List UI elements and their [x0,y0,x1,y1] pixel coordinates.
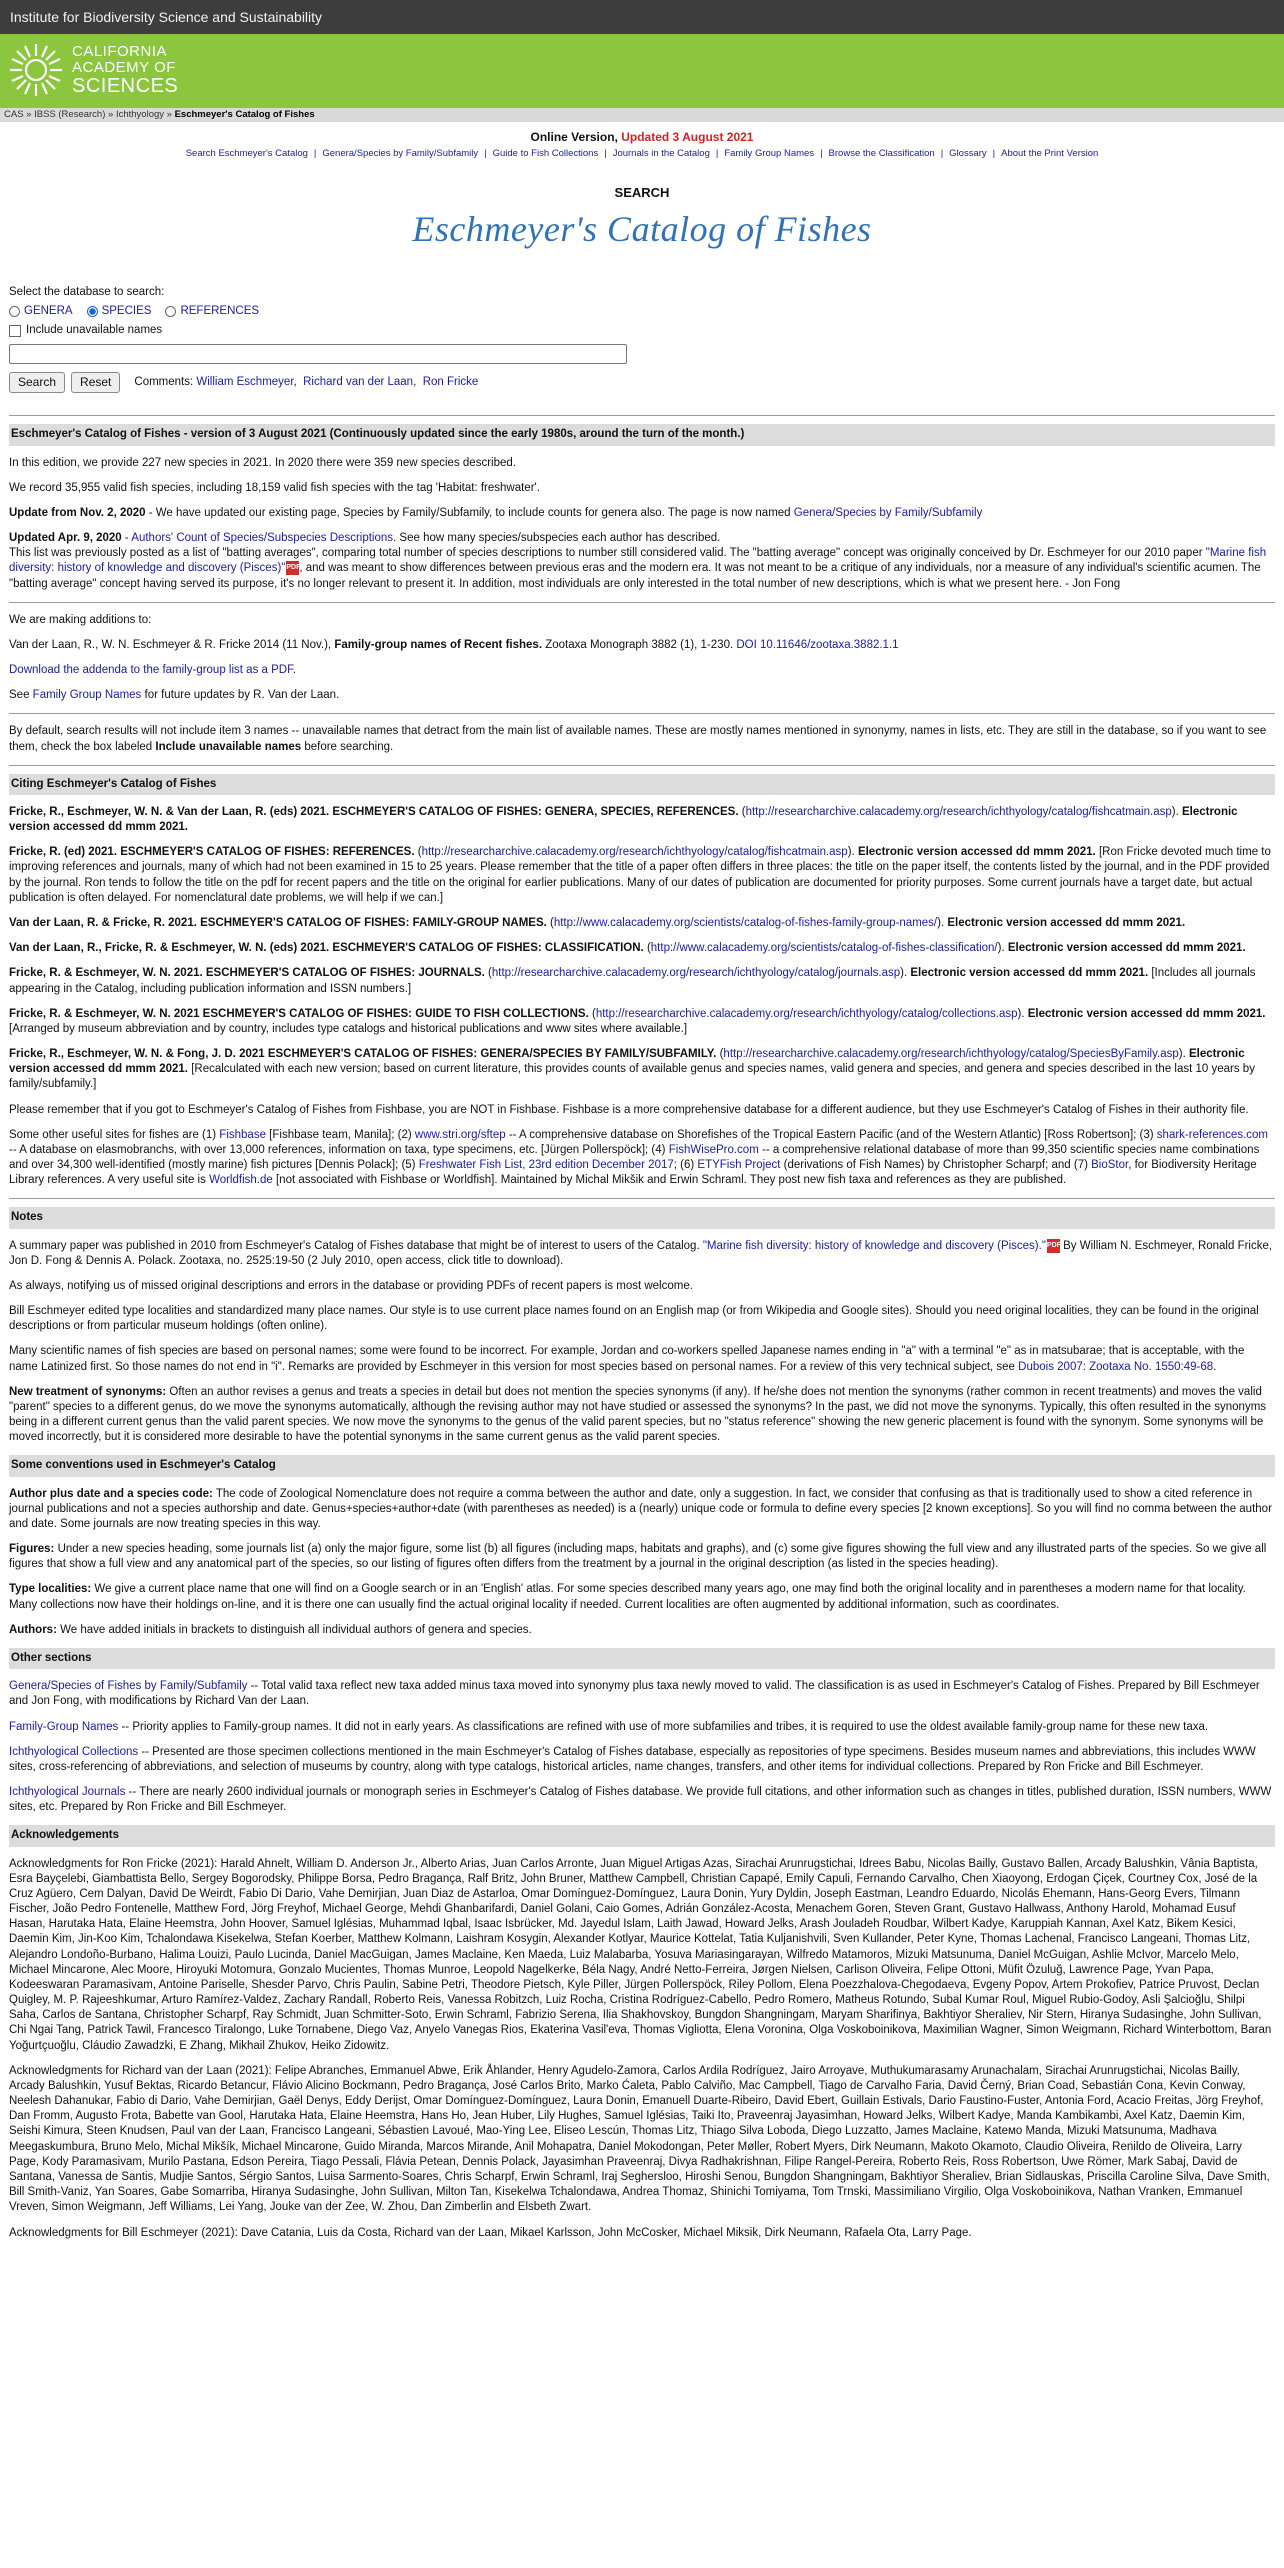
citation-accessed: Electronic version accessed dd mmm 2021. [1027,1007,1266,1020]
section-item [9,1745,1275,1775]
ack-eschmeyer: Acknowledgments for Bill Eschmeyer (2021): Dave Catania, Luis da Costa, Richard van der Laan, Mikael Karlsson, John McCosker, Michael Miksik, Dirk Neumann, Rafaela Ota, Larry Page. [9,2226,972,2239]
doi-link[interactable]: DOI 10.11646/zootaxa.3882.1.1 [736,638,899,651]
radio-species-label: SPECIES [101,305,152,318]
citation-entry: Fricke, R., Eschmeyer, W. N. & Van der Laan, R. (eds) 2021. ESCHMEYER'S CATALOG OF FISHES: GENERA, SPECIES, REFERENCES. (http://researcharchive.calacademy.org/research/ichthyology/catalog/fishcatmain.asp). Electronic version accessed dd mmm 2021. [9,805,1238,834]
citing-list [9,805,1275,1093]
logo-line-3: SCIENCES [72,75,179,97]
personal-names-text: Many scientific names of fish species are based on personal names; some were found to be incorrect. For example, Jordan and co-workers spelled Japanese names ending in "a" with a terminal "e" as in matsubarae; that is acceptable, with the name Latinized first. So those names do not end in "i". Remarks are provided by Eschmeyer in this version for most species based on personal names. For a review of this very technical subject, see [9,1345,1245,1373]
convention-item [9,1487,1275,1533]
sites-text: -- a comprehensive relational database of more than 99,350 scientific species name combinations and over 34,300 well-identified (mostly marine) fish pictures [Dennis Polack]; (5) [9,1143,1260,1172]
unavailable-text2: before searching. [301,740,394,753]
version-label: Online Version, [530,130,622,144]
nav-glossary[interactable]: Glossary [949,147,987,159]
update-apr-text2: This list was previously posted as a list of "batting averages", comparing total number of species descriptions to number still considered valid. The "batting average" concept was originally conceived by Dr. Eschmeyer for our 2010 paper [9,547,1206,560]
nav-sep: | [715,147,719,159]
convention-item [9,1582,1275,1612]
convention-text: We give a current place name that one will find on a Google search or in an 'English' atlas. For some species described many years ago, one may find both the original locality and in parentheses a modern name for that locality. Many collections now have their holdings on-line, and it is there one can usually find the actual original locality if needed. Current localities are often augmented by additional information, such as coordinates. [9,1583,1246,1611]
citation-link[interactable]: http://researcharchive.calacademy.org/research/ichthyology/catalog/collections.asp [595,1007,1018,1020]
summary-paper-link[interactable]: "Marine fish diversity: history of knowledge and discovery (Pisces)." [702,1239,1046,1252]
nav-classification[interactable]: Browse the Classification [828,147,935,159]
synonyms-label: New treatment of synonyms: [9,1385,167,1398]
citation-link[interactable]: http://www.calacademy.org/scientists/catalog-of-fishes-family-group-names/ [553,916,938,929]
citation-title: Fricke, R., Eschmeyer, W. N. & Fong, J. D. 2021 ESCHMEYER'S CATALOG OF FISHES: GENERA/SPECIES BY FAMILY/SUBFAMILY. [9,1048,717,1061]
family-group-names-link[interactable]: Family Group Names [32,689,142,702]
citation-note: [Ron Fricke devoted much time to improving references and journals, many of which had not been examined in 15 to 25 years. Please remember that the title of a paper often differs in three places: the title on the paper itself, the contents listed by the journal, and in the PDF provided by the journal. Ron tends to follow the title on the pdf for recent papers and the title on the original for earlier publications. Many of our dates of publication are documented for priority purposes. Some current journals have a target date, but actual publication is often delayed. For nomenclatural date problems, we will help if we can.] [9,846,1271,904]
type-localities-note: Bill Eschmeyer edited type localities and standardized many place names. Our style is to use current place names found on an English map (or from Wikipedia and Google sites). Should you need original localities, they can be found in the original descriptions or from particular museum holdings (often online). [9,1305,1259,1333]
citation-note: [Recalculated with each new version; based on current literature, this provides counts of available genus and species names, valid genera and species, and genera and species described in the last 10 years by family/subfamily.] [9,1063,1255,1091]
convention-label: Type localities: [9,1583,92,1596]
convention-item [9,1623,1275,1638]
citation-title: Fricke, R. (ed) 2021. ESCHMEYER'S CATALOG OF FISHES: REFERENCES. [9,846,415,859]
convention-text: Under a new species heading, some journals list (a) only the major figure, some list (b) all figures (including maps, habitats and graphs), and (c) some give figures showing the full view and any illustrated parts of the species. So we give all figures that show a full view and any anatomical part of the species, so our listing of figures often differs from the treatment by a journal in the original description (as listed in the species heading). [9,1543,1267,1571]
radio-genera-label: GENERA [24,305,73,318]
comments-label: Comments: William Eschmeyer, Richard van der Laan, Ron Fricke [134,375,479,388]
update-nov-2020 [9,506,1275,521]
sites-text: [not associated with Fishbase or Worldfish]. Maintained by Michal Mikšik and Erwin Schraml. They post new fish taxa and references as they are published. [272,1174,1067,1187]
logo-line-2: ACADEMY OF [72,59,176,76]
collections-link[interactable]: Ichthyological Collections [9,1745,139,1758]
additions-intro: We are making additions to: [9,613,152,626]
nav-sep: | [940,147,944,159]
divider [9,713,1275,714]
divider [9,415,1275,416]
version-updated: Updated 3 August 2021 [621,130,754,144]
radio-circle[interactable] [165,306,176,317]
nav-family-group[interactable]: Family Group Names [724,147,815,159]
nav-genera-species[interactable]: Genera/Species by Family/Subfamily [322,147,479,159]
convention-label: Author plus date and a species code: [9,1487,213,1500]
include-unavailable-checkbox[interactable] [9,325,21,337]
breadcrumb [0,108,1284,122]
fishbase-link[interactable]: Fishbase [219,1128,266,1141]
sites-text: (derivations of Fish Names) by Christopher Scharpf; and (7) [780,1159,1092,1172]
nav-sep: | [484,147,487,159]
update-apr-dash: - [121,532,132,545]
unavailable-text: By default, search results will not include item 3 names -- unavailable names that detract from the main list of available names. These are mostly names mentioned in synonymy, names in lists, etc. They are still in the database, so if you want to see them, check the box labeled [9,725,1267,753]
sites-text: -- A comprehensive database on Shorefishes of the Tropical Eastern Pacific (and of the Western Atlantic) [Ross Robertson]; (3) [505,1128,1157,1141]
section-text: -- Priority applies to Family-group names. It did not in early years. As classifications are refined with use of more subfamilies and tribes, it is required to use the oldest available family-group name for these new taxa. [118,1720,1209,1733]
section-item [9,1785,1275,1815]
nav-sep: | [604,147,607,159]
include-unavailable-label: Include unavailable names [26,324,163,337]
family-group-link[interactable]: Family-Group Names [9,1720,119,1733]
personal-names-note [9,1344,1275,1374]
breadcrumb-ichthyology[interactable]: Ichthyology [115,109,165,120]
citation-entry: Fricke, R. (ed) 2021. ESCHMEYER'S CATALOG OF FISHES: REFERENCES. (http://researcharchive.calacademy.org/research/ichthyology/catalog/fishcatmain.asp). Electronic version accessed dd mmm 2021. [Ron Fricke devoted much time to improving references and journals, many of which had not been examined in 15 to 25 years. Please remember that the title of a paper often differs in three places: the title on the paper itself, the contents listed by the journal, and in the PDF provided by the journal. Ron tends to follow the title on the pdf for recent papers and the title on the original for earlier publications. Many of our dates of publication are documented for priority purposes. Some current journals have a target date, but actual publication is often delayed. For nomenclatural date problems, we will help if we can.] [9,846,1271,904]
institute-title-bar [0,0,1284,34]
section-text: -- Total valid taxa reflect new taxa added minus taxa moved into synonymy plus taxa newly moved to valid. The classification is as used in Eschmeyer's Catalog of Fishes. Prepared by Bill Eschmeyer and Jon Fong, with modifications by Richard Van der Laan. [9,1680,1260,1708]
addenda-paragraph [9,663,1275,678]
fishbase-note: Please remember that if you got to Eschmeyer's Catalog of Fishes from Fishbase, you are NOT in Fishbase. Fishbase is a more comprehensive database for a different audience, but they use Eschmeyer's Catalog of Fishes in their authority file. [9,1103,1249,1116]
update-nov-text: - We have updated our existing page, Species by Family/Subfamily, to include counts for genera also. The page is now named [145,506,794,519]
convention-label: Figures: [9,1543,55,1556]
notes-heading: Notes [9,1207,1275,1228]
citation-link[interactable]: http://researcharchive.calacademy.org/research/ichthyology/catalog/fishcatmain.asp [745,805,1172,818]
section-item [9,1720,1275,1735]
citation-entry: Fricke, R. & Eschmeyer, W. N. 2021. ESCHMEYER'S CATALOG OF FISHES: JOURNALS. (http://researcharchive.calacademy.org/research/ichthyology/catalog/journals.asp). Electronic version accessed dd mmm 2021. [Includes all journals appearing in the Catalog, including publication information and ISSN numbers.] [9,967,1256,995]
nav-links [0,148,1284,161]
sites-text: -- A database on elasmobranchs, with over 13,000 references, information on taxa, type specimens, etc. [Jürgen Pollerspöck]; (4) [9,1143,669,1156]
breadcrumb-cas[interactable]: CAS [4,109,24,120]
citation-link[interactable]: http://researcharchive.calacademy.org/research/ichthyology/catalog/SpeciesByFamily.asp [723,1048,1179,1061]
search-button[interactable]: Search [9,372,65,394]
nav-search[interactable]: Search Eschmeyer's Catalog [185,147,308,159]
section-text: -- Presented are those specimen collections mentioned in the main Eschmeyer's Catalog of Fishes database, especially as repositories of type specimens. Besides museum names and abbreviations, this includes WWW sites, cross-referencing of abbreviations, and selection of museums by country, along with type catalogs, historical articles, name changes, transfers, and other items for individual collections. Prepared by Ron Fricke and Bill Eschmeyer. [9,1745,1256,1773]
reset-button[interactable]: Reset [71,372,120,394]
marine-fish-diversity-link[interactable]: "Marine fish diversity: history of knowledge and discovery (Pisces)" [9,547,1267,575]
genera-species-link[interactable]: Genera/Species by Family/Subfamily [793,506,983,519]
divider [9,602,1275,603]
update-apr-label: Updated Apr. 9, 2020 [9,532,122,545]
citation-accessed: Electronic version accessed dd mmm 2021. [910,967,1149,980]
logo-wordmark [72,44,178,96]
conventions-heading: Some conventions used in Eschmeyer's Catalog [9,1455,1275,1476]
citation-title: Van der Laan, R. & Fricke, R. 2021. ESCHMEYER'S CATALOG OF FISHES: FAMILY-GROUP NAMES. [9,916,547,929]
unavailable-names-note [9,724,1275,754]
summary-text2: By William N. Eschmeyer, Ronald Fricke, Jon D. Fong & Dennis A. Polack. Zootaxa, no. 2525:19-50 (2 July 2010, open access, click title to download). [9,1239,1273,1267]
see-text: See [9,689,33,702]
catalog-title: Eschmeyer's Catalog of Fishes [412,208,872,249]
sun-logo-icon [8,42,64,98]
radio-references-label: REFERENCES [180,305,260,318]
nav-sep: | [820,147,823,159]
database-select-label: Select the database to search: [9,286,165,299]
summary-text: A summary paper was published in 2010 from Eschmeyer's Catalog of Fishes database that might be of interest to users of the Catalog. [9,1239,703,1252]
divider [9,1198,1275,1199]
citation-note: [Arranged by museum abbreviation and by country, includes type catalogs and historical publications and www sites where available.] [9,1022,688,1035]
comments-link-fricke[interactable]: Ron Fricke [422,375,479,388]
future-updates-text: for future updates by R. Van der Laan. [141,689,340,702]
citation-note: [Includes all journals appearing in the Catalog, including publication information and ISSN numbers.] [9,967,1256,995]
convention-label: Authors: [9,1623,57,1636]
pdf-icon[interactable]: PDF [286,561,299,575]
comments-text: Comments: [134,375,197,388]
citation-title: Van der Laan, R., Fricke, R. & Eschmeyer, W. N. (eds) 2021. ESCHMEYER'S CATALOG OF FISHES: CLASSIFICATION. [9,942,644,955]
main-content [0,285,1284,2241]
convention-text: We have added initials in brackets to distinguish all individual authors of genera and species. [56,1623,532,1636]
citing-heading: Citing Eschmeyer's Catalog of Fishes [9,774,1275,795]
citation-title: Fricke, R. & Eschmeyer, W. N. 2021. ESCHMEYER'S CATALOG OF FISHES: JOURNALS. [9,967,485,980]
cas-logo[interactable] [8,42,178,98]
convention-item [9,1542,1275,1572]
additions-journal: Zootaxa Monograph 3882 (1), 1-230. [542,638,737,651]
comments-link-vanderlaan[interactable]: Richard van der Laan [303,375,414,388]
other-sections-heading: Other sections [9,1648,1275,1669]
nav-journals[interactable]: Journals in the Catalog [612,147,710,159]
period: . [1213,1360,1217,1373]
summary-paper-note [9,1239,1275,1269]
additions-title: Family-group names of Recent fishes. [334,638,543,651]
convention-text: The code of Zoological Nomenclature does not require a comma between the author and date, only a suggestion. In fact, we consider that confusing as that is traditionally used to show a cited reference in journal publications and not a species authorship and date. Genus+species+author+date (with parentheses as needed) is a (nearly) unique code or formula to define every species [2 known exceptions]. So you will find no comma between the author and date. Some journals are now treating species in this way. [9,1487,1272,1530]
nav-print-version[interactable]: About the Print Version [1001,147,1099,159]
notify-note: As always, notifying us of missed original descriptions and errors in the database or providing PDFs of recent papers is most welcome. [9,1279,693,1292]
online-version [0,130,1284,146]
citation-entry: Fricke, R., Eschmeyer, W. N. & Fong, J. D. 2021 ESCHMEYER'S CATALOG OF FISHES: GENERA/SPECIES BY FAMILY/SUBFAMILY. (http://researcharchive.calacademy.org/research/ichthyology/catalog/SpeciesByFamily.asp). Electronic version accessed dd mmm 2021. [Recalculated with each new version; based on current literature, this provides counts of available genus and species names, valid genera and species, and genera and species described in the last 10 years by family/subfamily.] [9,1048,1255,1091]
intro-new-species: In this edition, we provide 227 new species in 2021. In 2020 there were 359 new species described. [9,456,516,469]
breadcrumb-sep: » [23,109,35,120]
citation-accessed: Electronic version accessed dd mmm 2021. [857,846,1096,859]
unavailable-bold: Include unavailable names [155,740,302,753]
breadcrumb-sep: » [164,109,175,120]
version-band: Eschmeyer's Catalog of Fishes - version of 3 August 2021 (Continuously updated since the early 1980s, around the turn of the month.) [9,424,1275,445]
family-group-note [9,688,1275,703]
database-radio-group [9,304,1275,319]
biostor-link[interactable]: BioStor [1091,1159,1129,1172]
download-addenda-link[interactable]: Download the addenda to the family-group list as a PDF. [9,664,297,677]
nav-collections[interactable]: Guide to Fish Collections [492,147,599,159]
breadcrumb-ibss[interactable]: IBSS (Research) [34,109,106,120]
citation-entry: Fricke, R. & Eschmeyer, W. N. 2021 ESCHMEYER'S CATALOG OF FISHES: GUIDE TO FISH COLLECTIONS. (http://researcharchive.calacademy.org/research/ichthyology/catalog/collections.asp). Electronic version accessed dd mmm 2021. [Arranged by museum abbreviation and by country, includes type catalogs and historical publications and www sites where available.] [9,1007,1266,1035]
freshwater-fish-list-link[interactable]: Freshwater Fish List, 23rd edition December 2017 [418,1159,674,1172]
sites-text: [Fishbase team, Manila]; (2) [265,1128,415,1141]
synonyms-note [9,1385,1275,1446]
radio-genera[interactable] [9,304,73,319]
journals-link[interactable]: Ichthyological Journals [9,1786,126,1799]
logo-line-1: CALIFORNIA [72,43,168,60]
search-input[interactable] [9,344,627,364]
citation-link[interactable]: http://researcharchive.calacademy.org/research/ichthyology/catalog/journals.asp [491,967,901,980]
ack-vanderlaan: Acknowledgments for Richard van der Laan (2021): Felipe Abranches, Emmanuel Abwe, Erik Åhlander, Henry Agudelo-Zamora, Carlos Ardila Rodríguez, Jairo Arroyave, Muthukumarasamy Arunachalam, Sirachai Arunrugstichai, Nicolas Bailly, Arcady Balushkin, Yusuf Bektas, Ricardo Betancur, Flávio Alicino Bockmann, Pedro Bragança, José Carlos Brito, Marko Ćaleta, Pablo Calviño, Mac Campbell, Tiago de Carvalho Faria, David Černý, Brian Coad, Sebastián Cona, Kevin Conway, Neelesh Dahanukar, Fabio di Dario, Vahe Demirjian, Gaël Denys, Eddy Derijst, Omar Domínguez-Domínguez, Laura Donin, Emanuell Duarte-Ribeiro, David Ebert, Guillain Estivals, Dario Faustino-Fuster, Antonia Ford, Acacio Freitas, Jörg Freyhof, Dan Fromm, Augusto Frota, Babette van Gool, Harutaka Hata, Elaine Heemstra, Hans Ho, Jean Huber, Lily Hughes, Samuel Iglésias, Taiki Ito, Praveenraj Jayasimhan, Howard Jelks, Wilbert Kadye, Manda Kambikambi, Axel Katz, Daemin Kim, Seishi Kimura, Steen Knudsen, Paul van der Laan, Francisco Langeani, Sébastien Lavoué, Mao-Ying Lee, Eliseo Lescún, Thomas Litz, Thiago Silva Loboda, Diego Luzzatto, James Maclaine, Kateмо Manda, Mizuki Matsunuma, Madhava Meegaskumbura, Bruno Melo, Michal Mikšík, Michael Mincarone, Guido Miranda, Marcos Mirande, Anil Mohapatra, Daniel Mokodongan, Peter Møller, Robert Myers, Dirk Neumann, Makoto Okamoto, Claudio Oliveira, Renildo de Oliveira, Larry Page, Kody Paramasivam, Murilo Pastana, Edson Pereira, Tiago Pessali, Flávia Petean, Dennis Polack, Jayasimhan Praveenraj, Divya Radhakrishnan, Filipe Rangel-Pereira, Roberto Reis, Ross Robertson, Uwe Römer, Mark Sabaj, David de Santana, Vanessa de Santis, Mudjie Santos, Sérgio Santos, Luisa Sarmento-Soares, Chris Scharpf, Erwin Schraml, Iraj Seghersloo, Hiroshi Senou, Bungdon Shangningam, Bakhtiyor Sheraliev, Brian Sidlauskas, Priscilla Caroline Silva, Dave Smith, Bill Smith-Vaniz, Yan Soares, Gabe Somarriba, Hiranya Sudasinghe, John Sullivan, Milton Tan, Kisekelwa Tchalondawa, Andrea Thomaz, Shinichi Tomiyama, Tom Trnski, Massimiliano Virgilio, Olga Voskoboinikova, Nathan Vranken, Emmanuel Vreven, Simon Weigmann, Jeff Williams, Lei Yang, Jouke van der Zee, W. Zhou, Dan Zimberlin and Elsbeth Zwart. [9,2064,1270,2214]
additions-authors: Van der Laan, R., W. N. Eschmeyer & R. Fricke 2014 (11 Nov.), [9,638,335,651]
breadcrumb-sep: » [105,109,116,120]
shark-references-link[interactable]: shark-references.com [1156,1128,1269,1141]
nav-sep: | [313,147,317,159]
header-banner [0,34,1284,108]
citation-accessed: Electronic version accessed dd mmm 2021. [9,805,1238,834]
citation-entry: Van der Laan, R. & Fricke, R. 2021. ESCHMEYER'S CATALOG OF FISHES: FAMILY-GROUP NAMES. (http://www.calacademy.org/scientists/catalog-of-fishes-family-group-names/). Electronic version accessed dd mmm 2021. [9,916,1186,929]
divider [9,765,1275,766]
sites-text: ; (6) [673,1159,698,1172]
radio-species[interactable] [87,304,152,319]
citation-entry: Van der Laan, R., Fricke, R. & Eschmeyer, W. N. (eds) 2021. ESCHMEYER'S CATALOG OF FISHES: CLASSIFICATION. (http://www.calacademy.org/scientists/catalog-of-fishes-classification/). Electronic version accessed dd mmm 2021. [9,942,1246,955]
citation-link[interactable]: http://www.calacademy.org/scientists/catalog-of-fishes-classification/ [650,942,998,955]
additions-citation [9,638,1275,653]
citation-title: Fricke, R. & Eschmeyer, W. N. 2021 ESCHMEYER'S CATALOG OF FISHES: GUIDE TO FISH COLLECTIONS. [9,1007,589,1020]
other-sites [9,1128,1275,1189]
search-heading: SEARCH [614,185,670,201]
citation-title: Fricke, R., Eschmeyer, W. N. & Van der Laan, R. (eds) 2021. ESCHMEYER'S CATALOG OF FISHES: GENERA, SPECIES, REFERENCES. [9,805,739,818]
include-unavailable-checkbox-row[interactable] [9,323,1275,338]
citation-accessed: Electronic version accessed dd mmm 2021. [1007,942,1246,955]
pdf-icon[interactable]: PDF [1047,1239,1060,1253]
acknowledgements-heading: Acknowledgements [9,1825,1275,1846]
nav-sep: | [992,147,996,159]
intro-valid-species: We record 35,955 valid fish species, including 18,159 valid fish species with the tag 'Habitat: freshwater'. [9,481,540,494]
update-apr-text3: , and was meant to show differences between previous eras and the modern era. It was not meant to be a critique of any individuals, nor a measure of any individual's scientific acumen. The "batting average" concept having served its purpose, it's no longer relevant to present it. In addition, most individuals are only interested in the total number of new descriptions, which is what we present here. - Jon Fong [9,562,1261,590]
radio-circle-selected[interactable] [87,306,98,317]
section-item [9,1679,1275,1709]
update-apr-text: . See how many species/subspecies each author has described. [393,532,721,545]
dubois-link[interactable]: Dubois 2007: Zootaxa No. 1550:49-68 [1018,1360,1214,1373]
worldfish-link[interactable]: Worldfish.de [209,1174,273,1187]
section-text: -- There are nearly 2600 individual journals or monograph series in Eschmeyer's Catalog of Fishes database. We provide full citations, and other information such as changes in titles, published duration, ISSN numbers, WWW sites, etc. Prepared by Ron Fricke and Bill Eschmeyer. [9,1786,1272,1814]
radio-circle[interactable] [9,306,20,317]
update-nov-label: Update from Nov. 2, 2020 [9,506,146,519]
citation-accessed: Electronic version accessed dd mmm 2021. [9,1048,1245,1076]
update-apr-2020 [9,531,1275,592]
synonyms-text: Often an author revises a genus and treats a species in detail but does not mention the species synonyms (if any). If he/she does not mention the synonyms (rather common in recent treatments) and moves the valid "parent" species to a different genus, do we move the synonyms automatically, although the revising author may not have studied or assessed the synonyms? In the past, we did not move the synonyms. Typically, this often resulted in the synonyms being in a different current genus than the valid parent species. We now move the synonyms to the genus of the valid parent species, but no "status reference" showing the new generic placement is found with the synonym. Some synonyms will be moved incorrectly, but it is considered more desirable to have the potential synonyms in the same current genus as the valid parent species. [9,1385,1267,1444]
sites-text: Some other useful sites for fishes are (1) [9,1128,220,1141]
comments-link-eschmeyer[interactable]: William Eschmeyer [196,375,294,388]
breadcrumb-current: Eschmeyer's Catalog of Fishes [174,109,315,120]
institute-title: Institute for Biodiversity Science and Sustainability [10,9,323,25]
citation-accessed: Electronic version accessed dd mmm 2021. [947,916,1186,929]
citation-link[interactable]: http://researcharchive.calacademy.org/research/ichthyology/catalog/fishcatmain.asp [421,846,848,859]
etyfish-link[interactable]: ETYFish Project [697,1159,781,1172]
ack-fricke: Acknowledgments for Ron Fricke (2021): Harald Ahnelt, William D. Anderson Jr., Alberto Arias, Juan Carlos Arronte, Juan Miguel Artigas Azas, Sirachai Arunrugstichai, Idrees Babu, Nicolas Bailly, Gustavo Ballen, Arcady Balushkin, Vânia Baptista, Esra Bayçelebi, Giambattista Bello, Sergey Bogorodsky, Philippe Borsa, Pedro Bragança, Ralf Britz, John Bruner, Matthew Campbell, Christian Capapé, Emily Capuli, Fernando Carvalho, Chen Xiaoyong, Erdogan Çiçek, Courtney Cox, José de la Cruz Agüero, Cem Dalyan, David De Weirdt, Fabio Di Dario, Vahe Demirjian, Juan Diaz de Astarloa, Omar Domínguez-Domínguez, Laura Donin, Yury Dyldin, Joseph Eastman, Leandro Eduardo, Nicolás Ehemann, Hans-Georg Evers, Tilmann Fischer, João Pedro Fontenelle, Matthew Ford, Jörg Freyhof, Michael George, Mehdi Ghanbarifardi, Daniel Golani, Caio Gomes, Adrián González-Acosta, Menachem Goren, Steven Grant, Gustavo Hallwass, Anthony Harold, Mohamad Eusuf Hasan, Harutaka Hata, Elaine Heemstra, John Hoover, Samuel Iglésias, Muhammad Iqbal, Isaac Isbrücker, Md. Jayedul Islam, Laith Jawad, Howard Jelks, Arash Jouladeh Roudbar, Wilbert Kadye, Karuppiah Kannan, Axel Katz, Bikem Kesici, Daemin Kim, Jin-Koo Kim, Tchalondawa Kisekelwa, Stefan Koerber, Matthew Kolmann, Laishram Kosygin, Alexander Kotlyar, Maurice Kottelat, Tatia Kuljanishvili, Sven Kullander, Peter Kyne, Thomas Lachenal, Francisco Langeani, Thomas Litz, Alejandro Londoño-Burbano, Halima Louizi, Paulo Lucinda, Daniel MacGuigan, James Maclaine, Ken Maeda, Luiz Malabarba, Yosuva Mariasingarayan, Wilfredo Matamoros, Mizuki Matsunuma, Daniel McGuigan, Ashlie McIvor, Marcelo Melo, Michael Mincarone, Alec Moore, Hiroyuki Motomura, Gonzalo Mucientes, Thomas Munroe, Leopold Nagelkerke, Béla Nagy, André Netto-Ferreira, Jørgen Nielsen, Carlison Oliveira, Felipe Ottoni, Müfit Özuluğ, Lawrence Page, Yvan Papa, Kodeeswaran Paramasivam, Antoine Pariselle, Shesder Parvo, Chris Paulin, Sabine Petri, Theodore Pietsch, Kyle Piller, Jürgen Pollerspöck, Riley Pollom, Elena Poezzhalova-Chegodaeva, Evgeny Popov, Artem Prokofiev, Patrice Pruvost, Declan Quigley, M. P. Rajeeshkumar, Arturo Ramírez-Valdez, Zachary Randall, Roberto Reis, Vanessa Robitzch, Luiz Rocha, Cristina Rodríguez-Cabello, Pedro Romero, Matheus Rotundo, Subal Kumar Roul, Miguel Rubio-Godoy, Asli Şalcioğlu, Shilpi Saha, Carlos de Santana, Christopher Scharpf, Ray Schmidt, Juan Schmitter-Soto, Erwin Schraml, Fabrizio Serena, Ilia Shakhovskoy, Bungdon Shangningam, Maryam Sharifinya, Bakhtiyor Sheraliev, Nir Stern, Hiranya Sudasinghe, John Sullivan, Chi Ngai Tang, Patrick Tawil, Francesco Tiralongo, Luke Tornabene, Diego Vaz, Anyelo Vanegas Rios, Ekaterina Vasil'eva, Thomas Vigliotta, Elena Voronina, Olga Voskoboinikova, Maximilian Wagner, Simon Weigmann, Richard Winterbottom, Baran Yoğurtçuoğlu, Cláudio Zawadzki, E Zhang, Mikhail Zhukov, Heiko Zidowitz. [9,1857,1272,2052]
genera-species-family-link[interactable]: Genera/Species of Fishes by Family/Subfamily [9,1680,248,1693]
search-actions [9,372,1275,394]
sites-text: , for Biodiversity Heritage Library references. A very useful site is [9,1159,1257,1187]
radio-references[interactable] [165,304,259,319]
fishwisepro-link[interactable]: FishWisePro.com [668,1143,759,1156]
stri-link[interactable]: www.stri.org/sftep [414,1128,506,1141]
authors-count-link[interactable]: Authors' Count of Species/Subspecies Descriptions [131,532,394,545]
